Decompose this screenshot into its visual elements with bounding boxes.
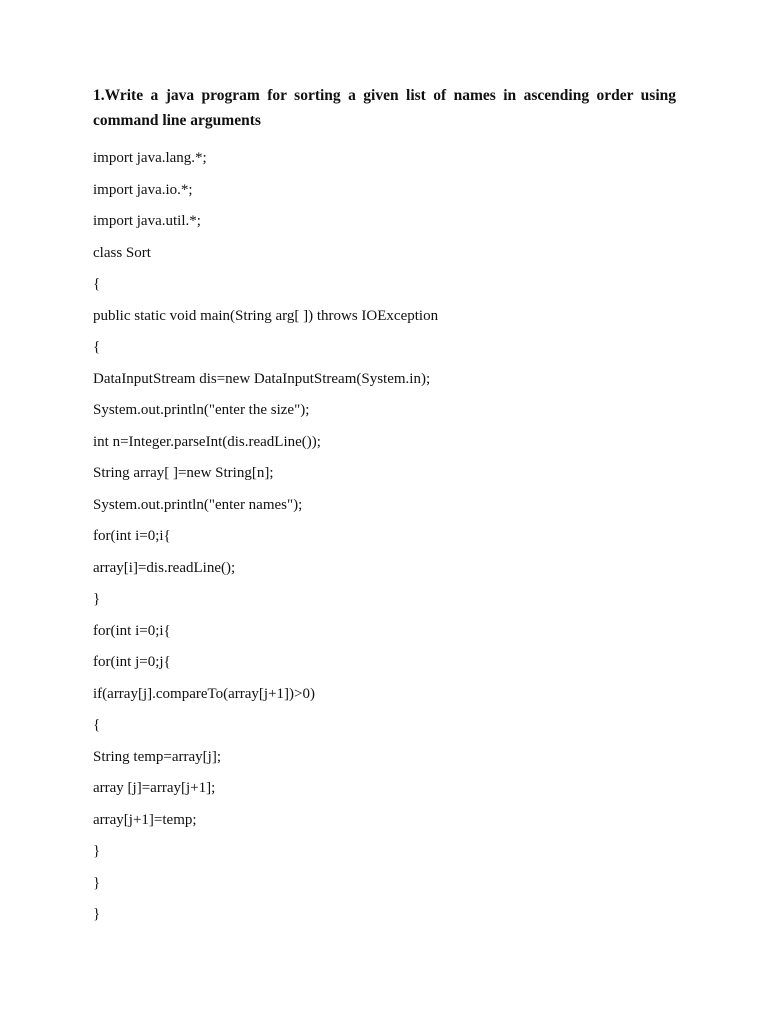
code-line: { [93,339,101,355]
code-line: { [93,276,101,292]
code-line: class Sort [93,244,151,261]
code-line: DataInputStream dis=new DataInputStream(System.in); [93,370,431,387]
code-line: import java.util.*; [93,213,201,229]
code-line: } [93,591,101,607]
code-line: } [93,874,101,891]
code-line: array[j+1]=temp; [93,811,197,828]
code-line: import java.io.*; [93,181,193,198]
code-line: { [93,717,101,733]
code-line: public static void main(String arg[ ]) throws IOException [93,307,439,324]
code-line: String array[ ]=new String[n]; [93,465,274,481]
question-heading: 1.Write a java program for sorting a given list of names in ascending order using command line arguments [93,87,676,129]
code-line: for(int i=0;i{ [93,622,171,639]
code-line: for(int j=0;j{ [93,654,171,670]
code-line: System.out.println("enter the size"); [93,402,310,418]
code-line: import java.lang.*; [93,150,207,166]
code-listing [93,146,438,934]
code-line: int n=Integer.parseInt(dis.readLine()); [93,433,321,450]
code-line: if(array[j].compareTo(array[j+1])>0) [93,685,315,702]
code-line: } [93,843,101,859]
code-line: } [93,906,101,922]
code-line: array[i]=dis.readLine(); [93,559,236,576]
code-line: for(int i=0;i{ [93,528,171,544]
code-line: String temp=array[j]; [93,748,222,765]
code-line: System.out.println("enter names"); [93,496,303,513]
code-line: array [j]=array[j+1]; [93,780,216,796]
